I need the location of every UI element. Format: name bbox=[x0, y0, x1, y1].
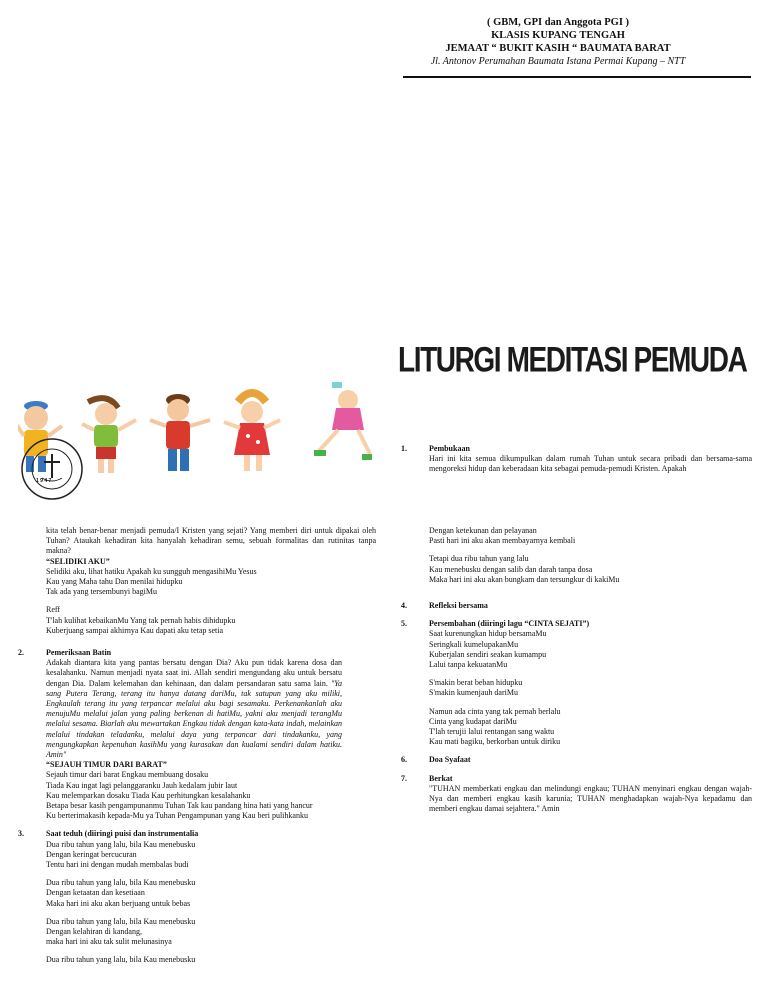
header-line-1: ( GBM, GPI dan Anggota PGI ) bbox=[486, 17, 630, 28]
song-line: Saat kurenungkan hidup bersamaMu bbox=[429, 629, 547, 639]
header-address: Jl. Antonov Perumahan Baumata Istana Permai Kupang – NTT bbox=[430, 56, 686, 67]
section-heading: Pembukaan bbox=[429, 444, 470, 453]
song-line: Namun ada cinta yang tak pernah berlalu bbox=[429, 706, 561, 716]
song-line: Kau mati bagiku, berkorban untuk diriku bbox=[429, 737, 561, 747]
seal-year: 1 9 4 7 bbox=[36, 478, 52, 484]
section-number: 2. bbox=[18, 648, 24, 657]
header-line-2: KLASIS KUPANG TENGAH bbox=[491, 30, 625, 41]
prayer-text: "Ya sang Putera Terang, terang itu hanya datang dariMu, tak satupun yang aku miliki, Engkaulah terang itu yang terpancar melalui aku bagi sesamaku. Perkenankanlah aku menujuMu melalui jalan yang paling berkenan di hatiMu, yakni aku menjadi terangMu melalui sesama. Biarlah aku mewartakan Engkau tidak dengan kata-kata indah, melainkan melalui tindakan teladanku, melalui daya yang terpancar dari tindakanku, yang mengungkapkan kepenuhan kasihMu yang kurasakan dan kualami sendiri dalam hatiku. Amin" bbox=[46, 678, 342, 760]
poem-line: Tetapi dua ribu tahun yang lalu bbox=[429, 554, 529, 564]
song-line: Lalui tanpa kekuatanMu bbox=[429, 660, 508, 670]
song-line: Kuberjalan sendiri seakan kumampu bbox=[429, 649, 547, 659]
section-saat-teduh bbox=[18, 829, 342, 965]
poem-line: Dengan kelahiran di kandang, bbox=[46, 927, 142, 937]
section-heading: Berkat bbox=[429, 773, 453, 783]
section-pemeriksaan-batin bbox=[18, 648, 342, 821]
poem-line: Dengan ketekunan dan pelayanan bbox=[429, 526, 537, 535]
poem-line: Maka hari ini aku akan bungkam dan tersungkur di kakiMu bbox=[429, 574, 620, 584]
section-heading: Pemeriksaan Batin bbox=[46, 648, 112, 657]
left-column bbox=[46, 526, 376, 644]
header-rule bbox=[403, 76, 751, 78]
section-number: 1. bbox=[401, 444, 407, 453]
song-line: Ku berterimakasih kepada-Mu ya Tuhan Pengampunan yang Kau beri pulihkanku bbox=[46, 811, 308, 821]
section-berkat bbox=[401, 774, 752, 815]
song-title-selidiki: “SELIDIKI AKU” bbox=[46, 556, 110, 566]
poem-line: Dua ribu tahun yang lalu, bila Kau menebusku bbox=[46, 839, 196, 849]
poem-line: Dua ribu tahun yang lalu, bila Kau menebusku bbox=[46, 916, 196, 926]
body-text: Adakah diantara kita yang pantas bersatu dengan Dia? Aku pun tidak karena dosa dan kesalahanku. Namun menjadi nyata saat ini. Allah sendiri mengundang aku untuk bersatu dengan Dia. Dalam kelemahan dan kehinaan, dan dalam persandaran satu sama lain. bbox=[46, 658, 342, 688]
song-line: Kau melemparkan dosaku Tiada Kau perhitungkan kesalahanku bbox=[46, 790, 251, 800]
church-seal-icon bbox=[16, 436, 88, 502]
poem-line: Dengan ketaatan dan kesetiaan bbox=[46, 888, 145, 898]
section-heading: Doa Syafaat bbox=[429, 755, 471, 765]
song-line: T'lah terujii lalui rentangan sang waktu bbox=[429, 727, 555, 737]
song-line: Seringkali kumelupakanMu bbox=[429, 639, 519, 649]
poem-line: Dengan keringat bercucuran bbox=[46, 849, 137, 859]
left-sections bbox=[18, 648, 342, 966]
section-heading: Saat teduh (diiringi puisi dan instrumentalia bbox=[46, 829, 199, 839]
poem-line: maka hari ini aku tak sulit melunasinya bbox=[46, 937, 172, 947]
poem-line: Pasti hari ini aku akan membayarnya kembali bbox=[429, 536, 576, 546]
poem-line: Dua ribu tahun yang lalu, bila Kau menebusku bbox=[46, 955, 196, 965]
section-heading: Refleksi bersama bbox=[429, 601, 488, 611]
child-figure-3 bbox=[150, 394, 210, 471]
song-line: Betapa besar kasih pengampunanmu Tuhan Tak kau pandang hina hati yang hancur bbox=[46, 801, 313, 811]
section-heading: Persembahan (diiringi lagu “CINTA SEJATI”) bbox=[429, 619, 590, 629]
section-number: 6. bbox=[401, 755, 407, 765]
right-column bbox=[401, 526, 752, 814]
reff-line: Kuberjuang sampai akhirnya Kau dapati aku tetap setia bbox=[46, 625, 224, 635]
song-line: Selidiki aku, lihat hatiku Apakah ku sungguh mengasihiMu Yesus bbox=[46, 566, 257, 576]
poem-line: Dua ribu tahun yang lalu, bila Kau menebusku bbox=[46, 878, 196, 888]
blessing-text: "TUHAN memberkati engkau dan melindungi engkau; TUHAN menyinari engkau dengan wajah-Nya dan memberi engkau kasih karunia; TUHAN menghadapkan wajah-Nya kepadamu dan memberi engkau damai sejahtera." Amin bbox=[429, 783, 752, 814]
section-number: 3. bbox=[18, 829, 24, 839]
child-figure-2 bbox=[82, 398, 136, 473]
intro-paragraph: kita telah benar-benar menjadi pemuda/I Kristen yang sejati? Yang memberi diri untuk dipakai oleh Tuhan? Ataukah kehadiran kita hanyalah kehadiran semu, sebuah formalitas dan rutinitas tanpa makna? bbox=[46, 526, 376, 556]
song-line: Sejauh timur dari barat Engkau membuang dosaku bbox=[46, 770, 209, 780]
section-pembukaan bbox=[401, 444, 752, 475]
section-body bbox=[46, 658, 342, 760]
section-persembahan bbox=[401, 619, 752, 747]
poem-line: Kau menebusku dengan salib dan darah tanpa dosa bbox=[429, 564, 593, 574]
reff-label: Reff bbox=[46, 605, 61, 615]
section-doa-syafaat bbox=[401, 755, 752, 765]
song-line: Tak ada yang tersembunyi bagiMu bbox=[46, 587, 157, 597]
poem-line: Tentu hari ini dengan mudah membalas budi bbox=[46, 860, 189, 870]
song-line: S'makin kumenjauh dariMu bbox=[429, 688, 518, 698]
song-line: Tiada Kau ingat lagi pelanggaranku Jauh kedalam jubir laut bbox=[46, 780, 238, 790]
section-number: 4. bbox=[401, 601, 407, 611]
header-line-3: JEMAAT “ BUKIT KASIH “ BAUMATA BARAT bbox=[445, 43, 671, 54]
child-figure-4 bbox=[224, 393, 280, 471]
child-figure-5 bbox=[314, 382, 372, 460]
poem-line: Maka hari ini aku akan berjuang untuk bebas bbox=[46, 898, 191, 908]
poem-continuation bbox=[401, 526, 752, 585]
right-top-column bbox=[401, 444, 752, 475]
song-line: Cinta yang kudapat dariMu bbox=[429, 716, 517, 726]
document-title: LITURGI MEDITASI PEMUDA bbox=[398, 340, 747, 379]
church-header bbox=[388, 16, 728, 68]
section-number: 5. bbox=[401, 619, 407, 629]
song-line: Kau yang Maha tahu Dan menilai hidupku bbox=[46, 577, 183, 587]
section-number: 7. bbox=[401, 773, 407, 783]
song-title-sejauh: “SEJAUH TIMUR DARI BARAT” bbox=[46, 760, 167, 770]
song-line: S'makin berat beban hidupku bbox=[429, 678, 523, 688]
section-body: Hari ini kita semua dikumpulkan dalam rumah Tuhan untuk secara pribadi dan bersama-sama mengoreksi hidup dan keberadaan kita sebagai pemuda-pemudi Kristen. Apakah bbox=[429, 454, 752, 474]
reff-line: T'lah kulihat kebaikanMu Yang tak pernah habis dihidupku bbox=[46, 615, 236, 625]
section-refleksi bbox=[401, 601, 752, 611]
